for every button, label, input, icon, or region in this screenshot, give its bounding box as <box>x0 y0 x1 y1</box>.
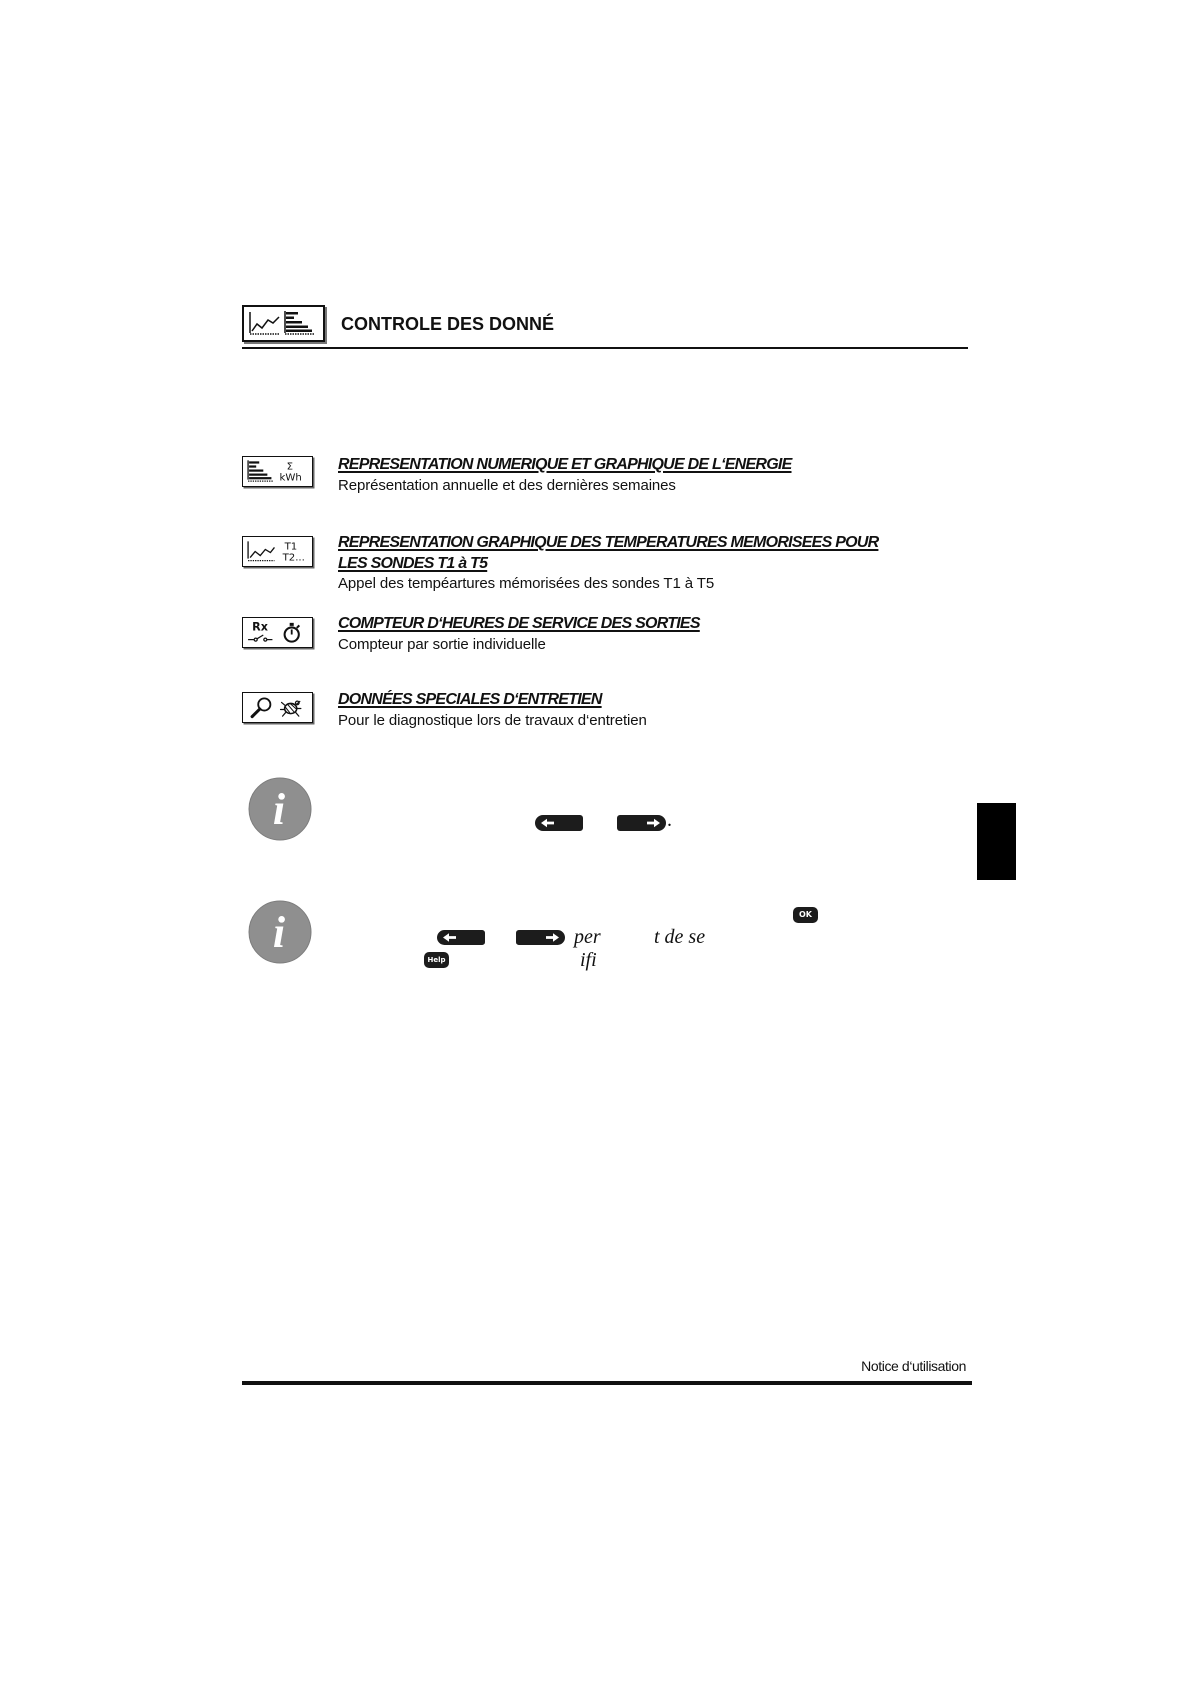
kwh-label: kWh <box>279 472 302 484</box>
temperature-line-chart-icon <box>242 536 313 567</box>
footer-divider <box>242 1381 972 1385</box>
t1-label: T1 <box>284 541 298 553</box>
item-description: Appel des tempéartures mémorisées des sondes T1 à T5 <box>338 575 715 592</box>
ok-key-icon: OK <box>793 907 818 923</box>
arrow-left-key-icon <box>535 815 583 831</box>
list-item <box>338 455 792 496</box>
info-glyph: i <box>272 908 286 957</box>
info-icon <box>248 777 312 841</box>
t2-label: T2... <box>282 552 305 564</box>
item-description: Pour le diagnostique lors de travaux d‘entretien <box>338 711 647 729</box>
list-item <box>338 533 878 595</box>
energy-bar-chart-kwh-icon <box>242 456 313 487</box>
item-title-continued: LES SONDES T1 à T5 <box>338 554 488 572</box>
item-title: DONNÉES SPECIALES D‘ENTRETIEN <box>338 691 602 708</box>
data-control-chart-icon <box>242 305 325 342</box>
section-thumb-tab <box>977 803 1016 880</box>
item-title: REPRESENTATION GRAPHIQUE DES TEMPERATURES MEMORISEES POUR <box>338 534 879 551</box>
note-text-fragment: . <box>667 809 672 831</box>
note-text-fragment: ifi <box>580 949 597 971</box>
sigma-label: Σ <box>286 461 294 473</box>
help-key-icon: Help <box>424 952 449 968</box>
header-divider <box>242 347 968 349</box>
item-title: REPRESENTATION NUMERIQUE ET GRAPHIQUE DE L‘ENERGIE <box>338 456 792 473</box>
rx-label: Rx <box>252 620 268 634</box>
item-description: Compteur par sortie individuelle <box>338 635 546 653</box>
footer-title: Notice d‘utilisation <box>861 1358 966 1374</box>
info-glyph: i <box>272 785 286 834</box>
arrow-left-key-icon <box>437 930 485 945</box>
note-text-fragment: t de se <box>654 926 706 948</box>
item-title: COMPTEUR D‘HEURES DE SERVICE DES SORTIES <box>338 615 700 632</box>
list-item <box>338 690 647 731</box>
magnifier-bug-icon <box>242 692 313 723</box>
arrow-right-key-icon <box>617 815 666 831</box>
arrow-right-key-icon <box>516 930 565 945</box>
info-icon <box>248 900 312 964</box>
page-title: CONTROLE DES DONNÉ <box>341 314 555 334</box>
note-text-fragment: per <box>574 926 601 948</box>
item-description: Représentation annuelle et des dernières semaines <box>338 476 676 494</box>
list-item <box>338 614 700 655</box>
relay-stopwatch-icon <box>242 617 313 648</box>
